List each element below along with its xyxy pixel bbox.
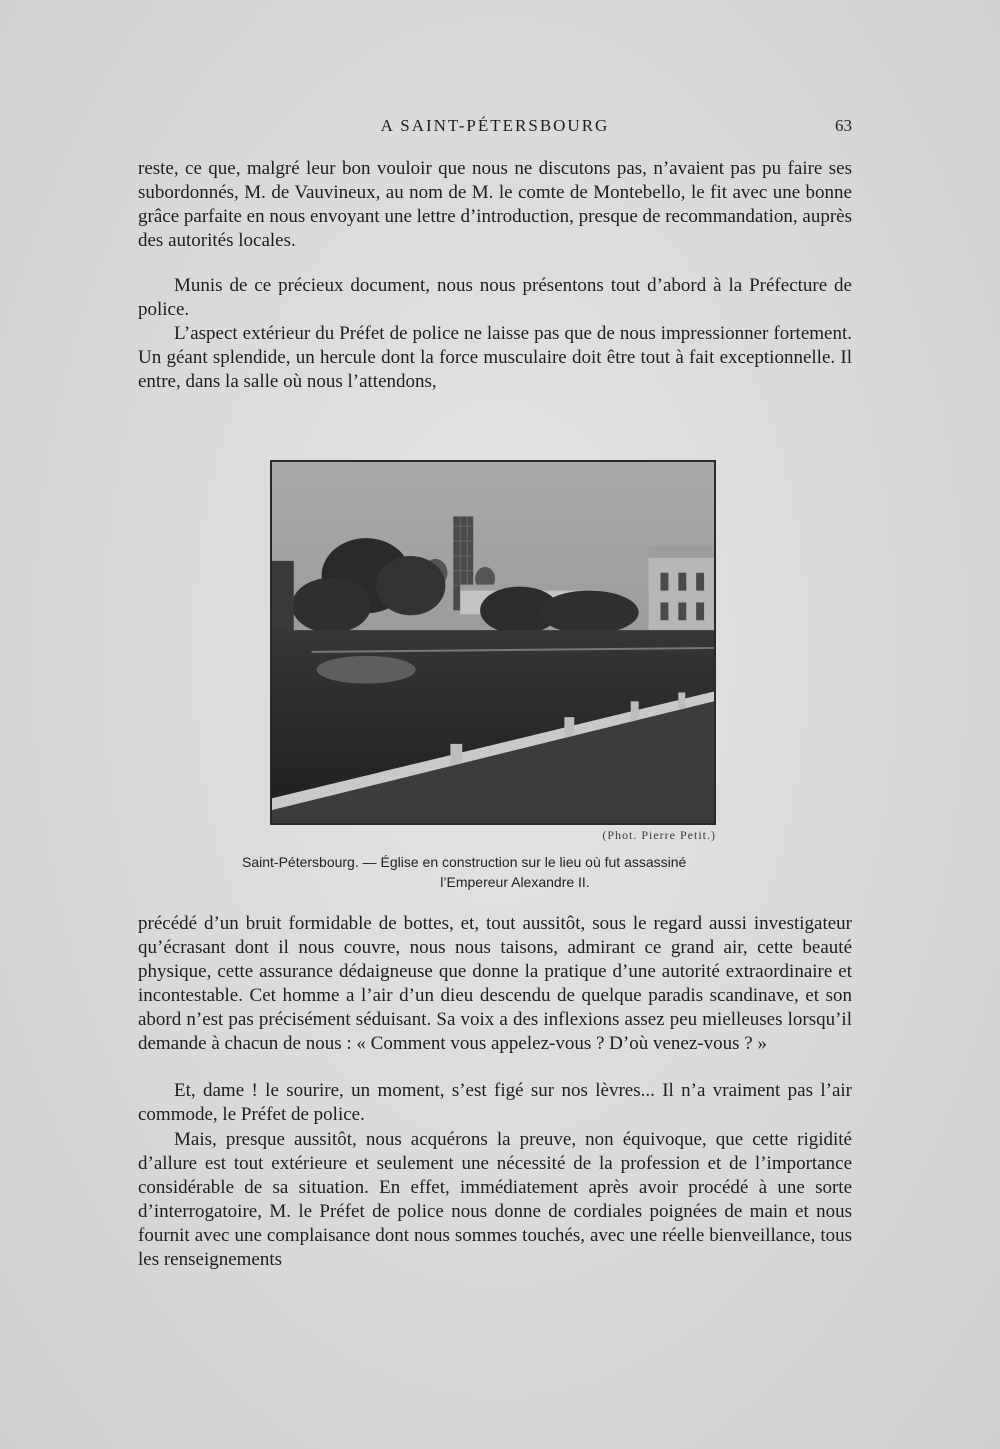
paragraph: reste, ce que, malgré leur bon vouloir que nous ne discutons pas, n’avaient pas pu faire ses subordonnés, M. de Vauvineux, au nom de M. le comte de Montebello, le fit avec une bonne grâce parfaite en nous envoyant une lettre d’introduction, presque de recommandation, auprès des autorités locales. [138,158,852,251]
paragraph: Et, dame ! le sourire, un moment, s’est figé sur nos lèvres... Il n’a vraiment pas l’air commode, le Préfet de police. [138,1080,852,1125]
photo-credit: (Phot. Pierre Petit.) [602,828,716,842]
paragraph: Munis de ce précieux document, nous nous présentons tout d’abord à la Préfecture de police. [138,275,852,320]
running-title: A SAINT-PÉTERSBOURG [380,116,610,135]
caption-line: l’Empereur Alexandre II. [440,874,590,890]
running-head [138,116,852,138]
photograph-illustration [272,462,714,823]
caption-line: Saint-Pétersbourg. — Église en construction sur le lieu où fut assassiné [242,854,687,870]
paragraph: précédé d’un bruit formidable de bottes, et, tout aussitôt, sous le regard aussi investigateur qu’écrasant dont il nous couvre, nous nous taisons, admirant ce grand air, cette beauté physique, cette assurance dédaigneuse que donne la pratique d’une autorité extraordinaire et incontestable. Cet homme a l’air d’un dieu descendu de quelque paradis scandinave, et son abord n’est pas précisément séduisant. Sa voix a des inflexions assez peu mielleuses lorsqu’il demande à chacun de nous : « Comment vous appelez-vous ? D’où venez-vous ? » [138,913,852,1054]
photograph-church-garden [270,460,716,825]
figure-caption [230,852,770,892]
paragraph: L’aspect extérieur du Préfet de police ne laisse pas que de nous impressionner fortement. Un géant splendide, un hercule dont la force musculaire doit être tout à fait exceptionnelle. Il entre, dans la salle où nous l’attendons, [138,323,852,392]
page-number: 63 [835,116,852,135]
paragraph: Mais, presque aussitôt, nous acquérons la preuve, non équivoque, que cette rigidité d’allure est tout extérieure et seulement une nécessité de la profession et de l’importance considérable de sa situation. En effet, immédiatement après avoir procédé à une sorte d’interrogatoire, M. le Préfet de police nous donne de cordiales poignées de main et nous fournit avec une complaisance dont nous sommes touchés, avec une réelle bienveillance, tous les renseignements [138,1129,852,1270]
